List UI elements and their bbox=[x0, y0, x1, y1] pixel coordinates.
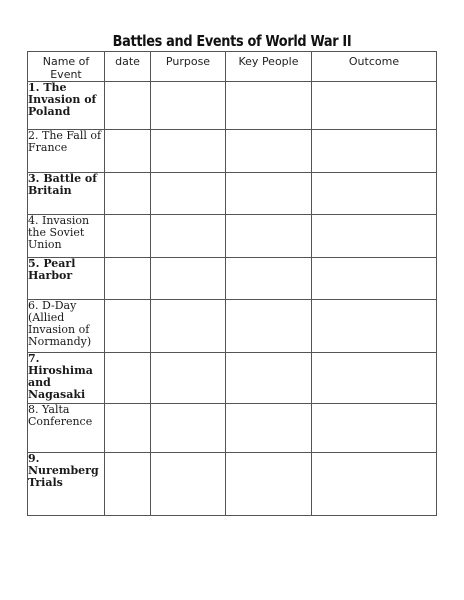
outcome-cell[interactable] bbox=[312, 258, 437, 300]
table-row bbox=[28, 453, 437, 516]
table-row bbox=[28, 173, 437, 215]
header-name-of-event: Name of Event bbox=[28, 52, 105, 82]
key-people-cell[interactable] bbox=[226, 215, 312, 258]
event-name-cell: 4. Invasion the Soviet Union bbox=[28, 215, 105, 258]
worksheet-title: Battles and Events of World War II bbox=[112, 32, 352, 50]
date-cell[interactable] bbox=[105, 173, 151, 215]
outcome-cell[interactable] bbox=[312, 300, 437, 353]
event-name-cell: 8. Yalta Conference bbox=[28, 404, 105, 453]
date-cell[interactable] bbox=[105, 300, 151, 353]
event-name-cell: 6. D-Day (Allied Invasion of Normandy) bbox=[28, 300, 105, 353]
key-people-cell[interactable] bbox=[226, 130, 312, 173]
purpose-cell[interactable] bbox=[151, 300, 226, 353]
header-row bbox=[28, 52, 437, 82]
event-name-cell: 3. Battle of Britain bbox=[28, 173, 105, 215]
date-cell[interactable] bbox=[105, 82, 151, 130]
outcome-cell[interactable] bbox=[312, 130, 437, 173]
purpose-cell[interactable] bbox=[151, 130, 226, 173]
event-name-cell: 5. Pearl Harbor bbox=[28, 258, 105, 300]
table-row bbox=[28, 82, 437, 130]
key-people-cell[interactable] bbox=[226, 173, 312, 215]
header-date: date bbox=[105, 52, 151, 82]
key-people-cell[interactable] bbox=[226, 300, 312, 353]
date-cell[interactable] bbox=[105, 353, 151, 404]
events-table bbox=[27, 51, 437, 516]
purpose-cell[interactable] bbox=[151, 82, 226, 130]
date-cell[interactable] bbox=[105, 453, 151, 516]
table-row bbox=[28, 215, 437, 258]
date-cell[interactable] bbox=[105, 404, 151, 453]
purpose-cell[interactable] bbox=[151, 453, 226, 516]
date-cell[interactable] bbox=[105, 258, 151, 300]
header-outcome: Outcome bbox=[312, 52, 437, 82]
table-row bbox=[28, 130, 437, 173]
purpose-cell[interactable] bbox=[151, 258, 226, 300]
event-name-cell: 2. The Fall of France bbox=[28, 130, 105, 173]
purpose-cell[interactable] bbox=[151, 173, 226, 215]
table-row bbox=[28, 404, 437, 453]
event-name-cell: 1. The Invasion of Poland bbox=[28, 82, 105, 130]
key-people-cell[interactable] bbox=[226, 353, 312, 404]
event-name-cell: 9. Nuremberg Trials bbox=[28, 453, 105, 516]
header-key-people: Key People bbox=[226, 52, 312, 82]
date-cell[interactable] bbox=[105, 215, 151, 258]
outcome-cell[interactable] bbox=[312, 82, 437, 130]
table-row bbox=[28, 258, 437, 300]
outcome-cell[interactable] bbox=[312, 453, 437, 516]
outcome-cell[interactable] bbox=[312, 215, 437, 258]
purpose-cell[interactable] bbox=[151, 404, 226, 453]
outcome-cell[interactable] bbox=[312, 173, 437, 215]
purpose-cell[interactable] bbox=[151, 215, 226, 258]
table-row bbox=[28, 300, 437, 353]
header-purpose: Purpose bbox=[151, 52, 226, 82]
key-people-cell[interactable] bbox=[226, 404, 312, 453]
outcome-cell[interactable] bbox=[312, 404, 437, 453]
table-row bbox=[28, 353, 437, 404]
outcome-cell[interactable] bbox=[312, 353, 437, 404]
purpose-cell[interactable] bbox=[151, 353, 226, 404]
key-people-cell[interactable] bbox=[226, 258, 312, 300]
event-name-cell: 7. Hiroshima and Nagasaki bbox=[28, 353, 105, 404]
key-people-cell[interactable] bbox=[226, 82, 312, 130]
key-people-cell[interactable] bbox=[226, 453, 312, 516]
date-cell[interactable] bbox=[105, 130, 151, 173]
